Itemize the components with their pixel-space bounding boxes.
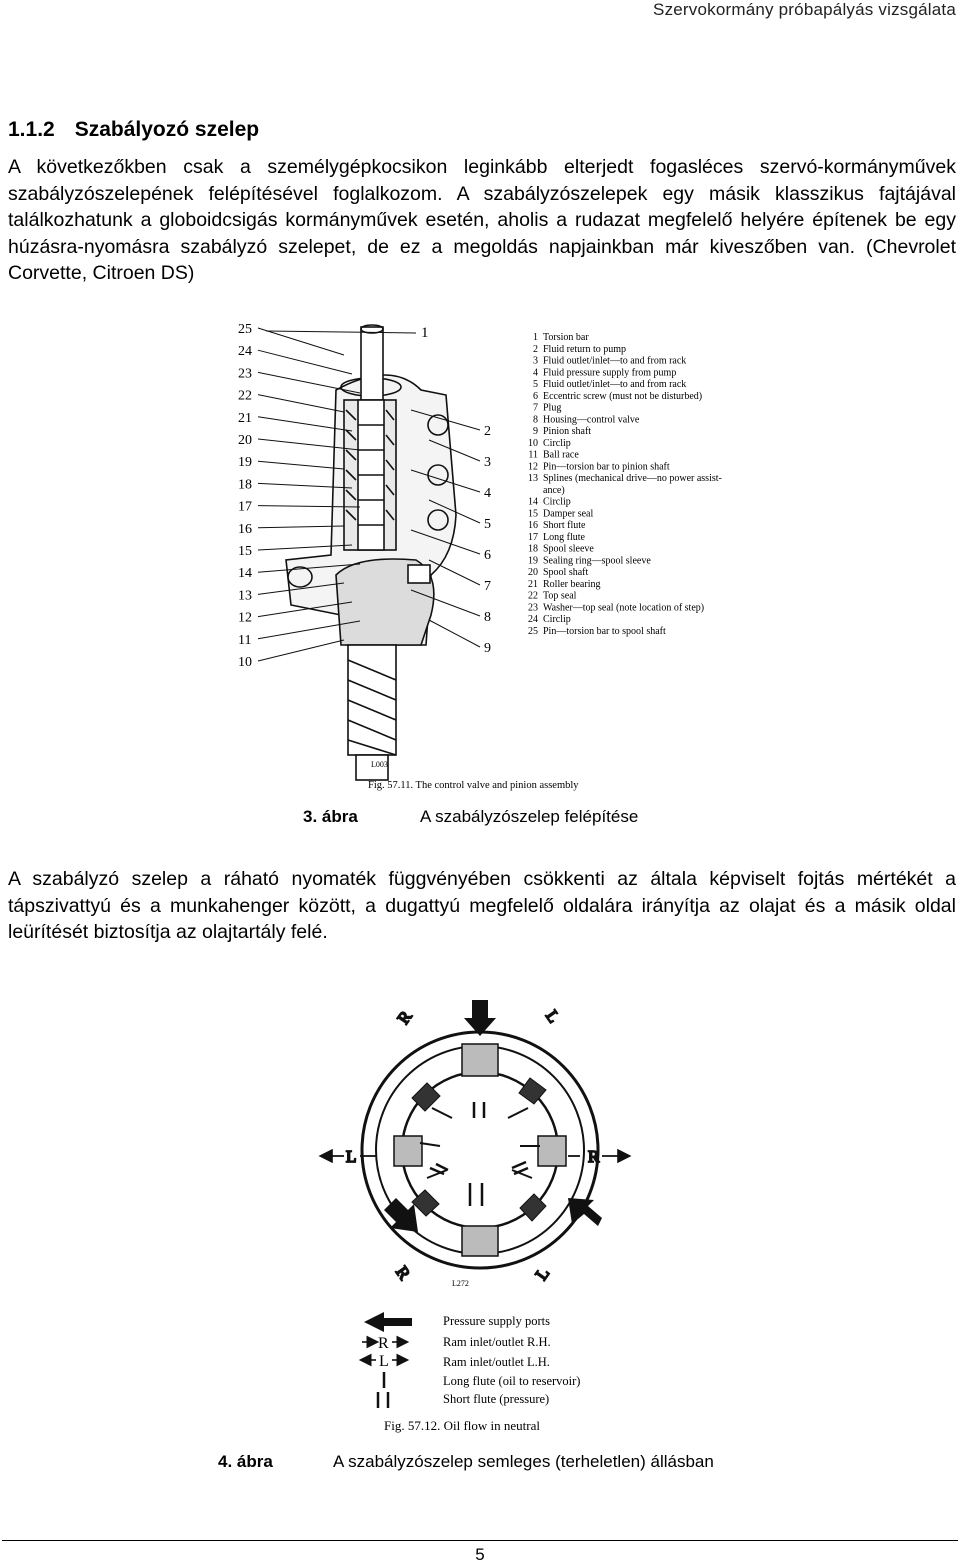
legend-number: 3: [533, 355, 538, 367]
arrow-label-l-top: L: [542, 1006, 564, 1027]
legend-symbol-l: L: [379, 1353, 389, 1370]
legend-entry: Torsion bar: [543, 332, 589, 343]
legend-entry: Splines (mechanical drive—no power assist-: [543, 473, 722, 484]
right-callout-leader: [429, 560, 480, 585]
figure-3-number: 3. ábra: [303, 807, 358, 826]
legend-text-pressure: Pressure supply ports: [443, 1314, 550, 1328]
left-callout-leader: [258, 640, 344, 661]
legend-entry: ance): [543, 484, 565, 496]
left-callout-19: 19: [238, 455, 252, 471]
legend-number: 22: [528, 590, 538, 602]
legend-number: 12: [528, 461, 538, 473]
legend-number: 1: [533, 332, 538, 343]
legend-entry: Housing—control valve: [543, 414, 640, 426]
legend-entry: Spool sleeve: [543, 543, 594, 555]
flute-symbols: [430, 1102, 528, 1206]
legend-pressure-arrow-icon: [364, 1312, 412, 1332]
figure-4-original-caption: Fig. 57.12. Oil flow in neutral: [384, 1418, 540, 1433]
legend-entry: Fluid outlet/inlet—to and from rack: [543, 379, 687, 390]
left-callout-15: 15: [238, 544, 252, 559]
legend-entry: Pinion shaft: [543, 426, 592, 437]
left-callout-13: 13: [238, 588, 252, 604]
legend-entry: Washer—top seal (note location of step): [543, 602, 705, 614]
right-callout-3: 3: [484, 455, 491, 470]
legend-number: 2: [533, 343, 538, 355]
section-number: 1.1.2: [8, 118, 55, 141]
legend-entry: Ball race: [543, 449, 579, 461]
figure-4-caption: [218, 1452, 714, 1472]
arrow-label-l-left: L: [346, 1147, 357, 1166]
legend-entry: Eccentric screw (must not be disturbed): [543, 390, 703, 402]
left-callout-11: 11: [238, 632, 252, 648]
left-callout-12: 12: [238, 610, 252, 626]
legend-number: 14: [528, 496, 538, 508]
body-paragraph: A szabályzó szelep a ráható nyomaték függvényében csökkenti az általa képviselt fojtás mértékét a tápszivattyú és a munkahenger között, a dugattyú megfelelő oldalára irányítja az olajat és a másik oldal leürítését biztosítja az olajtartály felé.: [8, 868, 956, 943]
legend-number: 11: [528, 449, 538, 461]
legend-number: 7: [533, 402, 538, 414]
legend-entry: Damper seal: [543, 508, 594, 520]
legend-entry: Pin—torsion bar to spool shaft: [543, 625, 666, 637]
callout-1: 1: [421, 325, 429, 341]
legend-entry: Short flute: [543, 520, 586, 531]
legend-text-l: Ram inlet/outlet L.H.: [443, 1355, 550, 1369]
legend-number: 9: [533, 426, 538, 437]
figure-4-title: A szabályzószelep semleges (terheletlen) állásban: [333, 1452, 714, 1471]
right-callout-8: 8: [484, 610, 491, 625]
callout-1-leader: [266, 331, 416, 333]
control-valve-illustration: [216, 315, 744, 793]
legend-number: 20: [528, 567, 538, 578]
legend-entry: Sealing ring—spool sleeve: [543, 555, 651, 567]
legend-entry: Long flute: [543, 531, 585, 543]
running-header: Szervokormány próbapályás vizsgálata: [653, 0, 956, 19]
legend-entry: Roller bearing: [543, 578, 601, 590]
pressure-arrow-top: [464, 1000, 496, 1036]
legend-number: 8: [533, 414, 538, 426]
right-callout-6: 6: [484, 548, 491, 563]
valve-drawing: [286, 325, 456, 780]
right-callout-2: 2: [484, 424, 491, 439]
legend-number: 25: [528, 625, 538, 637]
figure-3-caption: [303, 807, 638, 827]
legend-number: 6: [533, 390, 538, 402]
left-callout-16: 16: [238, 521, 252, 537]
legend-entry: Pin—torsion bar to pinion shaft: [543, 461, 670, 473]
legend-number: 17: [528, 531, 538, 543]
section-title: Szabályozó szelep: [74, 118, 260, 141]
figure-3: [216, 315, 744, 793]
left-callout-18: 18: [238, 477, 252, 493]
legend-entry: Fluid pressure supply from pump: [543, 367, 677, 379]
left-callout-23: 23: [238, 366, 252, 382]
legend-entry: Plug: [543, 402, 562, 414]
legend-entry: Spool shaft: [543, 567, 589, 578]
legend-text-r: Ram inlet/outlet R.H.: [443, 1335, 551, 1349]
section-heading: [8, 118, 259, 142]
left-callout-22: 22: [238, 388, 252, 404]
left-callout-leader: [258, 350, 352, 374]
legend-entry: Fluid return to pump: [543, 343, 627, 355]
left-callout-leader: [258, 395, 344, 412]
figure-4-number: 4. ábra: [218, 1452, 273, 1471]
figure-4-legend: [362, 1312, 580, 1408]
valve-cross-section: [362, 1032, 598, 1268]
legend-number: 19: [528, 555, 538, 567]
legend-number: 24: [528, 614, 538, 625]
legend-entry: Circlip: [543, 437, 571, 449]
footer-rule: [2, 1540, 958, 1541]
left-callout-leader: [258, 461, 344, 469]
figure-3-legend: [528, 332, 722, 637]
right-callout-4: 4: [484, 486, 491, 501]
left-callout-25: 25: [238, 322, 252, 337]
legend-entry: Circlip: [543, 496, 571, 508]
legend-text-short-flute: Short flute (pressure): [443, 1392, 550, 1406]
right-callout-5: 5: [484, 517, 491, 532]
arrow-label-r-right: R: [588, 1147, 600, 1166]
right-callouts: [484, 424, 491, 656]
arrow-label-l-bottom: L: [531, 1264, 554, 1284]
legend-number: 5: [533, 379, 538, 390]
left-callout-20: 20: [238, 433, 252, 448]
left-callout-14: 14: [238, 566, 252, 582]
figure-3-title: A szabályzószelep felépítése: [420, 807, 639, 826]
legend-entry: Circlip: [543, 614, 571, 625]
left-callouts: [238, 322, 252, 670]
right-callout-9: 9: [484, 641, 491, 656]
right-callout-leader: [429, 620, 480, 647]
page-number: 5: [475, 1545, 485, 1564]
legend-number: 4: [533, 367, 538, 379]
legend-number: 23: [528, 602, 538, 614]
legend-entry: Top seal: [543, 590, 577, 602]
intro-paragraph: A következőkben csak a személygépkocsikon leginkább elterjedt fogasléces szervó-kormányművek szabályzószelepének felépítésével foglalkozom. A szabályzószelepek egy másik klasszikus fajtájával találkozhatunk a globoidcsigás kormányművek esetén, aholis a rudazat megfelelő helyére építenek be egy húzásra-nyomásra szabályzó szelepet, de ez a megoldás napjainkban már kiveszőben van. (Chevrolet Corvette, Citroen DS): [8, 156, 956, 284]
oil-flow-diagram: [302, 978, 658, 1440]
figure-3-original-caption: Fig. 57.11. The control valve and pinion assembly: [368, 780, 579, 791]
legend-number: 13: [528, 473, 538, 484]
legend-number: 10: [528, 437, 538, 449]
figure-4: [302, 978, 658, 1440]
left-callout-21: 21: [238, 410, 252, 426]
left-callout-17: 17: [238, 499, 252, 515]
legend-number: 21: [528, 578, 538, 590]
arrow-label-r-top: R: [393, 1007, 416, 1028]
figure-code: L272: [452, 1279, 469, 1288]
left-callout-10: 10: [238, 655, 252, 670]
legend-number: 15: [528, 508, 538, 520]
legend-symbol-r: R: [378, 1335, 389, 1352]
right-callout-7: 7: [484, 579, 491, 594]
legend-number: 18: [528, 543, 538, 555]
legend-text-long-flute: Long flute (oil to reservoir): [443, 1374, 581, 1388]
legend-entry: Fluid outlet/inlet—to and from rack: [543, 355, 687, 367]
legend-number: 16: [528, 520, 538, 531]
left-callout-24: 24: [238, 344, 252, 360]
arrow-label-r-bottom: R: [392, 1262, 415, 1283]
figure-code: L003: [371, 760, 388, 769]
pressure-arrow-right: [568, 1198, 602, 1226]
